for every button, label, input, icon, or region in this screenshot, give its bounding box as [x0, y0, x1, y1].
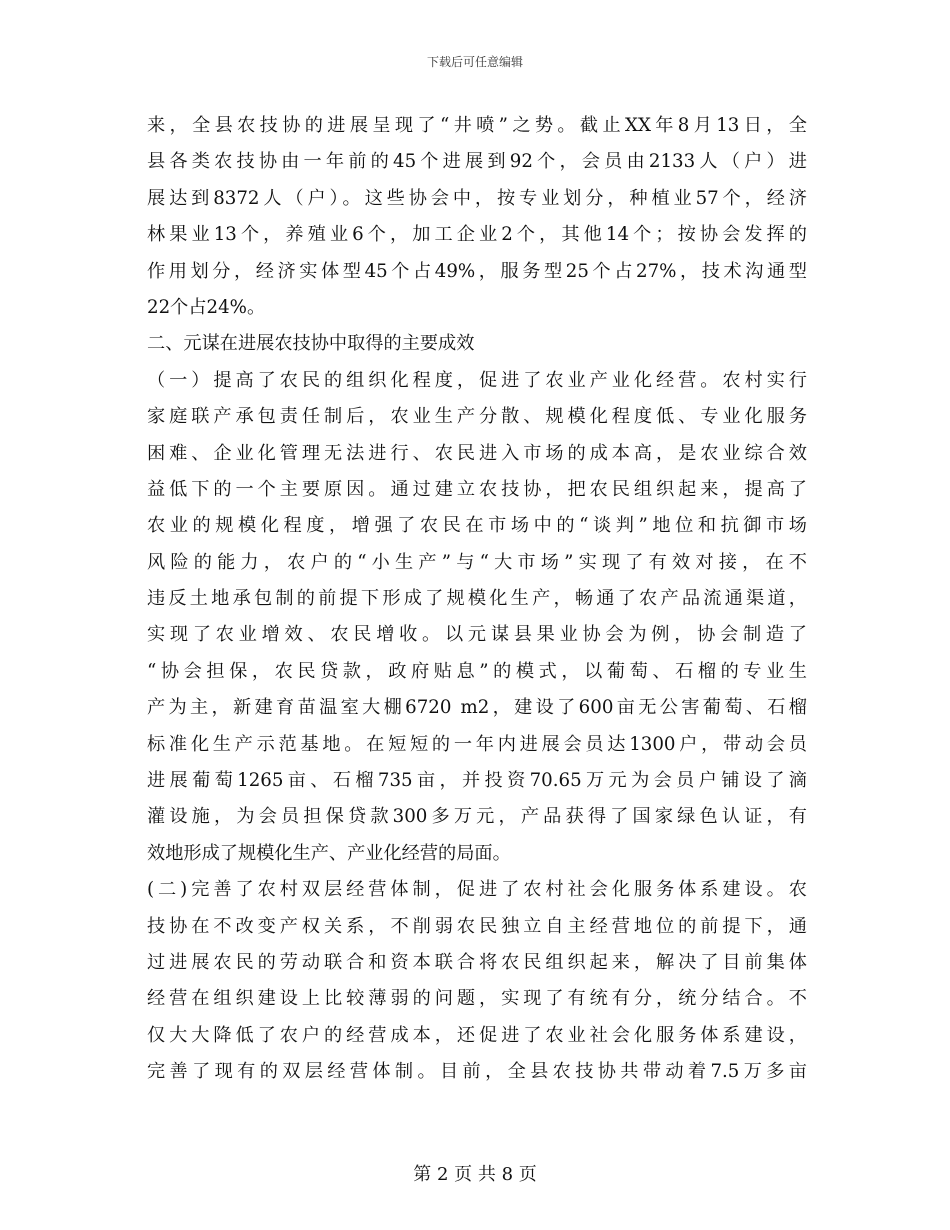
- text-line: 来，全县农技协的进展呈现了“井喷”之势。截止XX年8月13日，全: [147, 115, 807, 136]
- text-line: 作用划分，经济实体型45个占49%，服务型25个占27%，技术沟通型: [147, 260, 807, 282]
- page-footer: 第 2 页 共 8 页: [413, 1164, 537, 1185]
- text-line: 标准化生产示范基地。在短短的一年内进展会员达1300户，带动会员: [147, 733, 807, 755]
- text-line: 灌设施，为会员担保贷款300多万元，产品获得了国家绿色认证，有: [147, 806, 807, 828]
- text-line: 实现了农业增效、农民增收。以元谋县果业协会为例，协会制造了: [147, 624, 807, 646]
- text-line: 展达到8372人（户）。这些协会中，按专业划分，种植业57个，经济: [147, 187, 807, 209]
- section-heading: 二、元谋在进展农技协中取得的主要成效: [147, 333, 475, 355]
- text-line: 困难、企业化管理无法进行、农民进入市场的成本高，是农业综合效: [147, 442, 807, 464]
- text-line: 县各类农技协由一年前的45个进展到92个，会员由2133人（户）进: [147, 151, 807, 173]
- text-line: “协会担保，农民贷款，政府贴息”的模式，以葡萄、石榴的专业生: [147, 660, 807, 682]
- text-line: 完善了现有的双层经营体制。目前，全县农技协共带动着7.5万多亩: [147, 1061, 807, 1083]
- text-line: 风险的能力，农户的“小生产”与“大市场”实现了有效对接，在不: [147, 551, 807, 573]
- text-line: 违反土地承包制的前提下形成了规模化生产，畅通了农产品流通渠道，: [147, 588, 807, 610]
- document-body: [147, 108, 807, 1091]
- text-line: 仅大大降低了农户的经营成本，还促进了农业社会化服务体系建设，: [147, 1024, 807, 1046]
- text-line: 进展葡萄1265亩、石榴735亩，并投资70.65万元为会员户铺设了滴: [147, 770, 807, 792]
- text-line: 22个占24%。: [147, 296, 266, 318]
- text-line: （一）提高了农民的组织化程度，促进了农业产业化经营。农村实行: [147, 369, 807, 391]
- text-line: 林果业13个，养殖业6个，加工企业2个，其他14个；按协会发挥的: [147, 224, 807, 246]
- text-line: 经营在组织建设上比较薄弱的问题，实现了有统有分，统分结合。不: [147, 988, 807, 1010]
- text-line: 效地形成了规模化生产、产业化经营的局面。: [147, 842, 511, 864]
- text-line: 产为主，新建育苗温室大棚6720 m2，建设了600亩无公害葡萄、石榴: [147, 697, 807, 719]
- page-header: 下载后可任意编辑: [426, 55, 523, 69]
- text-line: 益低下的一个主要原因。通过建立农技协，把农民组织起来，提高了: [147, 478, 807, 500]
- text-line: (二)完善了农村双层经营体制，促进了农村社会化服务体系建设。农: [147, 879, 807, 901]
- text-line: 过进展农民的劳动联合和资本联合将农民组织起来，解决了目前集体: [147, 951, 807, 973]
- text-line: 农业的规模化程度，增强了农民在市场中的“谈判”地位和抗御市场: [147, 515, 807, 537]
- text-line: 技协在不改变产权关系，不削弱农民独立自主经营地位的前提下，通: [147, 915, 807, 937]
- text-line: 家庭联产承包责任制后，农业生产分散、规模化程度低、专业化服务: [147, 406, 807, 428]
